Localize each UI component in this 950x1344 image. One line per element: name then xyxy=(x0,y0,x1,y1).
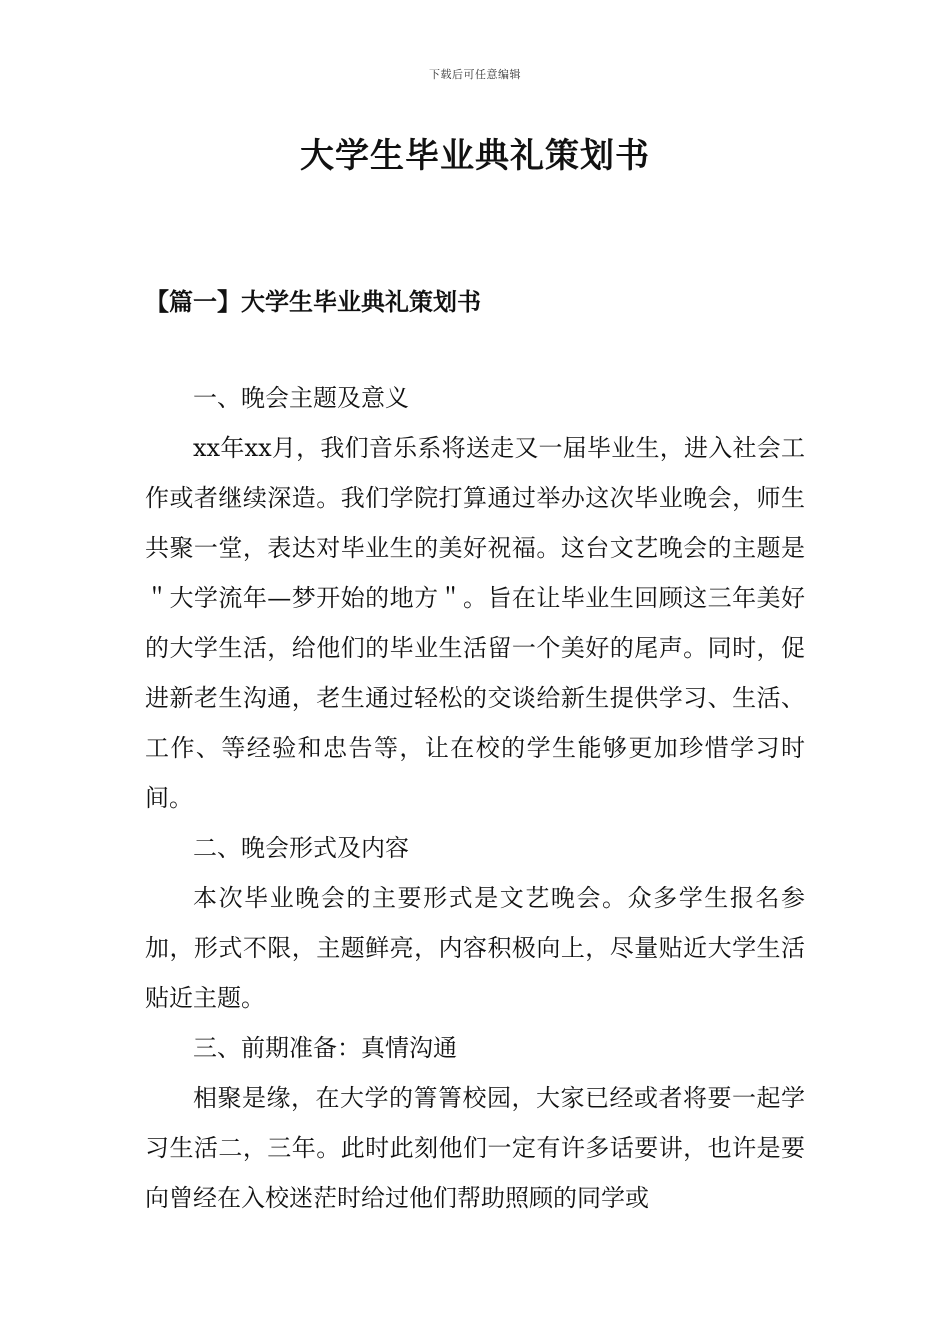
section-heading-3: 三、前期准备：真情沟通 xyxy=(193,1034,457,1062)
section-paragraph-1: xx年xx月，我们音乐系将送走又一届毕业生，进入社会工作或者继续深造。我们学院打算通过举办这次毕业晚会，师生共聚一堂，表达对毕业生的美好祝福。这台文艺晚会的主题是＂大学流年—梦开始的地方＂。旨在让毕业生回顾这三年美好的大学生活，给他们的毕业生活留一个美好的尾声。同时，促进新老生沟通，老生通过轻松的交谈给新生提供学习、生活、工作、等经验和忠告等，让在校的学生能够更加珍惜学习时间。 xyxy=(145,434,805,812)
header-note: 下载后可任意编辑 xyxy=(429,68,521,81)
section-paragraph-2: 本次毕业晚会的主要形式是文艺晚会。众多学生报名参加，形式不限，主题鲜亮，内容积极向上，尽量贴近大学生活贴近主题。 xyxy=(145,884,805,1012)
document-title: 大学生毕业典礼策划书 xyxy=(300,136,650,176)
section-heading-1: 一、晚会主题及意义 xyxy=(193,384,409,412)
section-heading-2: 二、晚会形式及内容 xyxy=(193,834,409,862)
document-body xyxy=(145,373,805,1223)
section-paragraph-3: 相聚是缘，在大学的箐箐校园，大家已经或者将要一起学习生活二，三年。此时此刻他们一定有许多话要讲，也许是要向曾经在入校迷茫时给过他们帮助照顾的同学或 xyxy=(145,1084,805,1212)
part-title: 【篇一】大学生毕业典礼策划书 xyxy=(145,287,481,316)
